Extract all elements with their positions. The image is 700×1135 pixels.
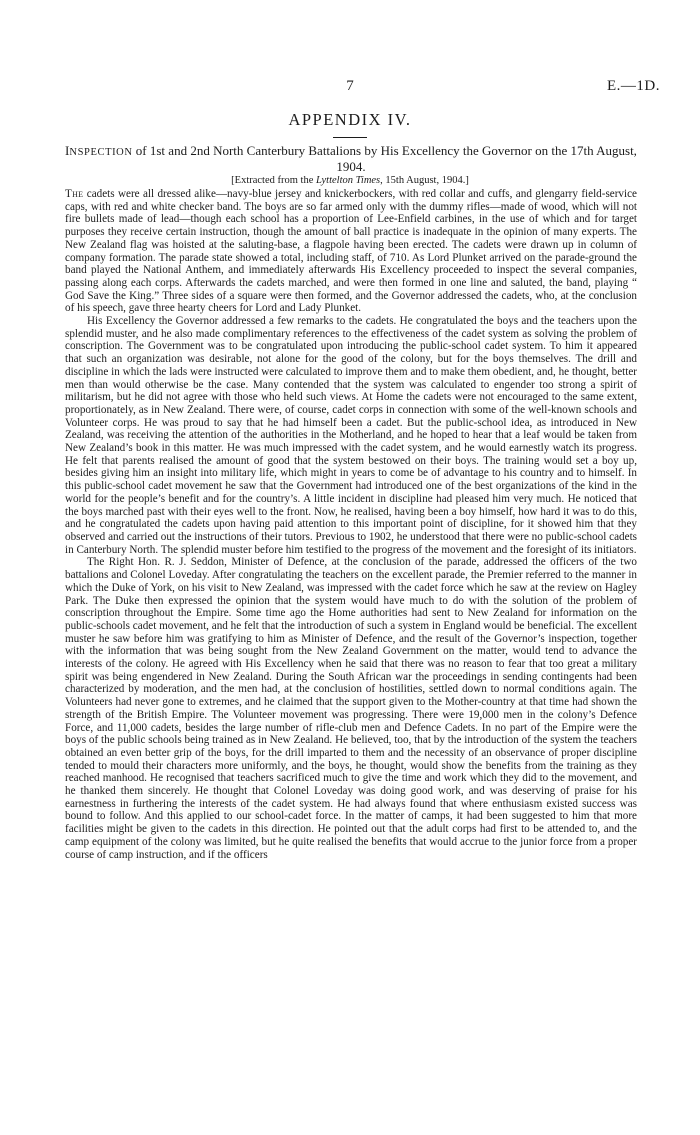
- source-prefix: [Extracted from the: [231, 175, 316, 186]
- paragraph-1-text: cadets were all dressed alike—navy-blue jersey and knickerbockers, with red collar and cuffs, and glengarry field-service caps, with red and white checker band. The boys are so far armed only with the dummy rifles—made of wood, which will not fire bullets made of lead—though each school has a proportion of Lee-Enfield carbines, in the use of which and for target purposes they receive certain instruction, though the amount of ball practice is inadequate in the opinion of many experts. The New Zealand flag was hoisted at the saluting-base, a flagpole having been erected. The cadets were drawn up in column of company formation. The parade state showed a total, including staff, of 710. As Lord Plunket arrived on the parade-ground the band played the National Anthem, and immediately afterwards His Excellency proceeded to inspect the several companies, passing along each corps. Afterwards the cadets marched, and were then formed in one line and saluted, the band, playing “ God Save the King.” Three sides of a square were then formed, and the Governor addressed the cadets, who, at the conclusion of his speech, gave three hearty cheers for Lord and Lady Plunket.: [65, 188, 637, 315]
- heading-text: of 1st and 2nd North Canterbury Battalions by His Excellency the Governor on the 17th August, 1904.: [132, 143, 637, 174]
- heading-lead-letter: I: [65, 143, 70, 158]
- document-reference: E.—1D.: [607, 78, 660, 94]
- paragraph-3: The Right Hon. R. J. Seddon, Minister of Defence, at the conclusion of the parade, addressed the officers of the two battalions and Colonel Loveday. After congratulating the teachers on the excellent parade, the Premier referred to the manner in which the Duke of York, on his visit to New Zealand, was impressed with the cadet force which he saw at the review on Hagley Park. The Duke then expressed the opinion that the system would have much to do with the solution of the problem of conscription throughout the Empire. Some time ago the Home authorities had sent to New Zealand for information on the public-schools cadet movement, and he felt that the introduction of such a system in England would be beneficial. The excellent muster he saw before him was gratifying to him as Minister of Defence, and the result of the Governor’s inspection, together with the information that was being sought from the New Zealand Government on the matter, would tend to advance the interests of the colony. He agreed with His Excellency when he said that there was no reason to fear that too great a military spirit was being engendered in New Zealand. During the South African war the proceedings in sending contingents had been characterized by moderation, and the men had, at the conclusion of hostilities, settled down to normal conditions again. The Volunteers had never gone to extremes, and he claimed that the support given to the Mother-country at that time had shown the strength of the British Empire. The Volunteer movement was progressing. There were 19,000 men in the colony’s Defence Force, and 11,000 cadets, besides the large number of rifle-club men and Defence Cadets. In no part of the Empire were the boys of the public schools being trained as in New Zealand. He believed, too, that by the introduction of the system the teachers obtained an even better grip of the boys, for the drill imparted to them and the necessity of an observance of proper discipline tended to mould their characters more uniformly, and the boys, he thought, would show the benefits from the training as they reached manhood. He recognised that teachers sacrificed much to give the time and work which they did to the movement, and he thanked them sincerely. He thought that Colonel Loveday was doing good work, and was deserving of praise for his earnestness in furthering the interests of the cadet system. He had always found that where enthusiasm existed success was bound to follow. And this applied to our school-cadet force. In the matter of camps, it had been suggested to him that more facilities might be given to the cadets in this direction. He pointed out that the adult corps had first to be attended to, and the camp equipment of the colony was limited, but he quite realised the benefits that would accrue to the junior force from a proper course of camp instruction, and if the officers: [65, 556, 637, 861]
- section-heading: [65, 144, 637, 174]
- heading-lead-rest: NSPECTION: [69, 147, 133, 158]
- appendix-title: APPENDIX IV.: [288, 110, 412, 129]
- article-body: [65, 188, 637, 861]
- paragraph-1: [65, 188, 637, 315]
- paragraph-1-lead: The: [65, 188, 84, 200]
- source-publication: Lyttelton Times: [316, 175, 381, 186]
- source-note: [0, 175, 700, 186]
- page-number: 7: [346, 78, 354, 94]
- source-suffix: , 15th August, 1904.]: [380, 175, 469, 186]
- paragraph-2: His Excellency the Governor addressed a few remarks to the cadets. He congratulated the boys and the teachers upon the splendid muster, and he also made complimentary references to the effectiveness of the cadet system as solving the problem of conscription. The Government was to be congratulated upon introducing the public-school cadet system. To him it appeared that such an organization was desirable, not alone for the good of the colony, but for the boys themselves. The drill and discipline in which the lads were instructed were calculated to improve them and to make them obedient, and, he thought, better men than would otherwise be the case. Many contended that the system was calculated to engender too strong a spirit of militarism, but he did not agree with those who held such views. At Home the cadets were not encouraged to the same extent, proportionately, as in New Zealand. There were, of course, cadet corps in connection with some of the well-known schools and Volunteer corps. He was proud to say that he had himself been a cadet. But the public-school idea, as introduced in New Zealand, was receiving the attention of the authorities in the Motherland, and he hoped to hear that a leaf would be taken from New Zealand’s book in this matter. He was much impressed with the cadet system, and he would earnestly watch its progress. He felt that parents realised the amount of good that the system bestowed on their boys. The training would set a boy up, besides giving him an insight into military life, which might in years to come be of advantage to his country and to himself. In this public-school cadet movement he saw that the Government had introduced one of the best organizations of the kind in the world for the people’s benefit and for the country’s. A little incident in discipline had pleased him very much. He noticed that the boys marched past with their eyes well to the front. Now, he realised, having been a boy himself, how hard it was to do this, and he congratulated the cadets upon having paid attention to this important point of discipline, for it showed him that they observed and carried out the instructions of their tutors. Previous to 1902, he understood that there were no public-school cadets in Canterbury North. The splendid muster before him testified to the progress of the movement and the foresight of its initiators.: [65, 315, 637, 556]
- title-rule: [333, 137, 367, 138]
